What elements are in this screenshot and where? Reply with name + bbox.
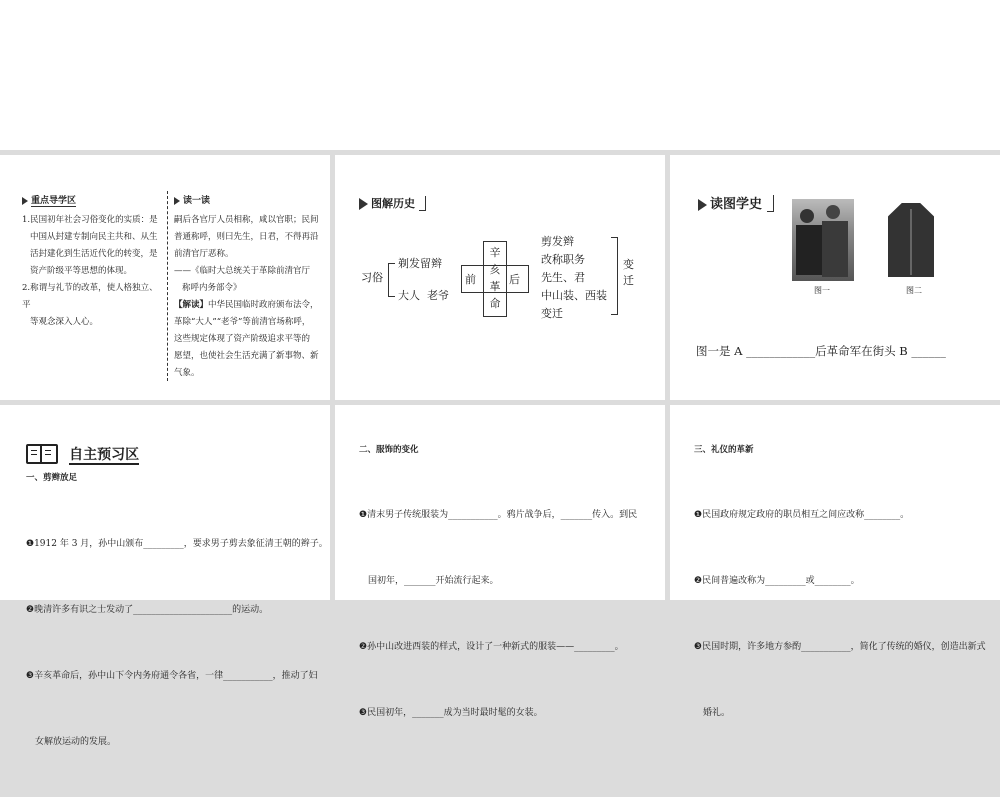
diagram-title: 图解历史 (359, 195, 426, 211)
question-line: ❷晚清许多有识之士发动了______________________的运动。 (26, 605, 269, 615)
subsection-title: 一、剪辫放足 (26, 473, 78, 483)
bracket-left (388, 263, 395, 297)
figure-2-caption: 图二 (906, 286, 922, 295)
question-line: 婚礼。 (703, 708, 731, 718)
list-item: 1.民国初年社会习俗变化的实质：是 (22, 215, 158, 225)
blank-top-slide (0, 0, 1000, 150)
question-line: ❶民国政府规定政府的职员相互之间应改称________。 (694, 510, 910, 520)
figure-1-caption: 图一 (814, 286, 830, 295)
question-line: ❸辛亥革命后，孙中山下令内务府通令各省，一律___________，推动了妇 (26, 671, 318, 681)
book-icon (26, 444, 58, 464)
section-title: 自主预习区 (69, 446, 140, 463)
list-item: 资产阶级平等思想的体现。 (30, 266, 133, 276)
triangle-icon (698, 199, 707, 211)
change-label: 变 迁 (623, 258, 634, 287)
before-item-2: 大人 老爷 (398, 289, 449, 302)
dashed-divider (167, 191, 168, 381)
list-item: 等观念深入人心。 (30, 317, 99, 327)
xisu-label: 习俗 (361, 271, 383, 284)
question-list (694, 460, 986, 768)
section-header (26, 443, 139, 464)
read-pictures-title: 读图学史 (698, 193, 774, 212)
list-item: 中国从封建专制向民主共和、从生 (30, 232, 158, 242)
reading-column (174, 193, 322, 382)
slide-self-study-3 (670, 405, 1000, 718)
bracket-right (611, 237, 618, 315)
question-line: 女解放运动的发展。 (35, 737, 117, 747)
question-line: ❶清末男子传统服装为___________。鸦片战争后，_______传入。到民 (359, 510, 638, 520)
key-points-heading: 重点导学区 (22, 193, 162, 206)
slide-diagram-history (335, 155, 665, 400)
after-items: 剪发辫 改称职务 先生、君 中山装、西装 变迁 (541, 235, 607, 320)
triangle-icon (22, 197, 28, 205)
list-item: 2.称谓与礼节的改革，使人格独立、平 (22, 283, 158, 310)
triangle-icon (359, 198, 368, 210)
before-item-1: 剃发留辫 (398, 257, 442, 270)
subsection-title: 二、服饰的变化 (359, 445, 419, 455)
question-line: ❶1912 年 3 月，孙中山颁布_________，要求男子剪去象征清王朝的辫子。 (26, 539, 328, 549)
slide-key-points (0, 155, 330, 400)
subsection-title: 三、礼仪的革新 (694, 445, 754, 455)
question-line: ❷孙中山改进西装的样式，设计了一种新式的服装——_________。 (359, 642, 624, 652)
before-label: 前 (465, 273, 476, 286)
slide-read-pictures (670, 155, 1000, 400)
fill-blank-text: 图一是 A ____________后革命军在街头 B ______ (696, 344, 946, 358)
slide-self-study-1 (0, 405, 330, 747)
reading-text: 嗣后各官厅人员相称，咸以官职；民间 普通称呼，则曰先生，日君，不得再沿 前清官厅恶称。 ——《临时大总统关于革除前清官厅 称呼内务部令》 【解读】中华民国临时政府颁布法令， 革除“大人”“老爷”等前清官场称呼， 这些规定体现了资产阶级追求平等的 愿望，也使社会生活充满了新事物、新 气象。 (174, 215, 319, 378)
question-line: 国初年，_______开始流行起来。 (368, 576, 499, 586)
reading-heading: 读一读 (174, 193, 322, 206)
xinhai-revolution-label: 辛 亥 革 命 (489, 246, 501, 310)
question-line: ❷民间普遍改称为_________或________。 (694, 576, 860, 586)
key-points-list (22, 212, 162, 331)
figure-1-photo (792, 199, 854, 281)
question-list (359, 460, 637, 768)
figure-2-photo (884, 199, 938, 281)
question-list (26, 489, 328, 797)
question-line: ❸民国时期，许多地方参酌___________，简化了传统的婚仪，创造出新式 (694, 642, 986, 652)
jiedu-label: 【解读】 (174, 300, 209, 310)
slide-self-study-2 (335, 405, 665, 718)
key-points-column (22, 193, 162, 331)
after-label: 后 (509, 273, 520, 286)
question-line: ❸民国初年，_______成为当时最时髦的女装。 (359, 708, 543, 718)
list-item: 活封建化到生活近代化的转变，是 (30, 249, 158, 259)
triangle-icon (174, 197, 180, 205)
